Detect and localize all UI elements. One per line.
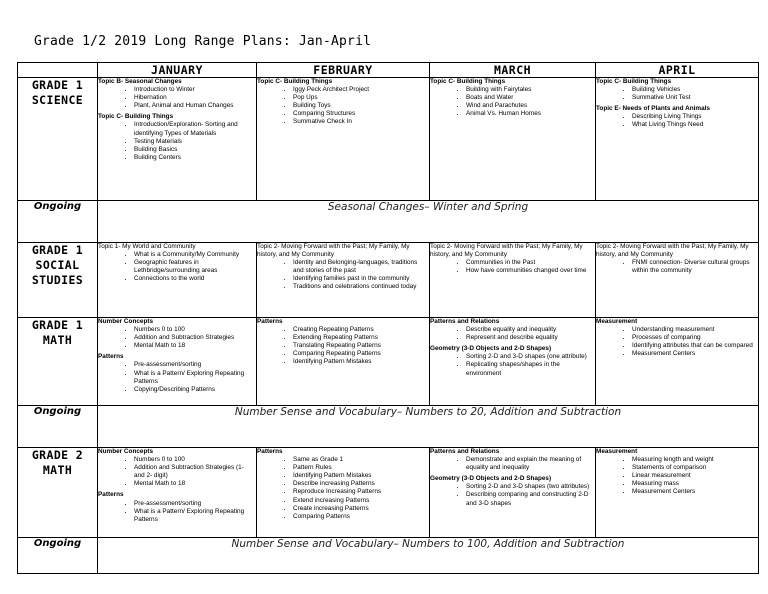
bullet-list (98, 456, 256, 488)
row-label-line: MATH (42, 463, 73, 477)
bullet-list (430, 483, 595, 507)
list-item: • Describing Living Things (632, 113, 758, 121)
list-item: • Describe increasing Patterns (293, 480, 429, 488)
list-item: • Building with Fairytales (466, 86, 595, 94)
list-item: • What is a Pattern/ Exploring Repeating Patterns (134, 508, 256, 524)
topic-heading: Patterns and Relations (430, 318, 500, 325)
list-item: • Numbers 0 to 100 (134, 456, 256, 464)
ongoing-text: Seasonal Changes– Winter and Spring (98, 201, 759, 243)
cell-science-april (596, 78, 759, 201)
ongoing-label: Ongoing (18, 201, 98, 243)
bullet-list (596, 326, 758, 358)
list-item: • Summative Unit Test (632, 94, 758, 102)
list-item: • Comparing Patterns (293, 513, 429, 521)
ongoing-text: Number Sense and Vocabulary– Numbers to 100, Addition and Subtraction (98, 538, 759, 574)
bullet-list (257, 259, 429, 291)
topic-text: Topic 2- Moving Forward with the Past; My Family, My history, and My Community (257, 243, 410, 259)
topic-heading: Patterns and Relations (430, 448, 500, 455)
list-item: • Pre-assessment/sorting (134, 361, 256, 369)
row-ongoing-numbers-100 (18, 538, 759, 574)
list-item: • Communities in the Past (466, 259, 595, 267)
list-item: • What Living Things Need (632, 121, 758, 129)
row-label-grade2-math (18, 448, 98, 538)
bullet-list (430, 326, 595, 342)
list-item: • Describing comparing and constructing 2-D and 3-D shapes (466, 491, 595, 507)
list-item: • Measuring mass (632, 480, 758, 488)
list-item: • Wind and Parachutes (466, 102, 595, 110)
topic-heading: Topic B- Seasonal Changes (98, 78, 182, 85)
cell-math2-april (596, 448, 759, 538)
list-item: • Sorting 2-D and 3-D shapes (one attribute) (466, 353, 595, 361)
cell-science-january (98, 78, 257, 201)
list-item: • What is a Pattern/ Exploring Repeating Patterns (134, 370, 256, 386)
list-item: • Statements of comparison (632, 464, 758, 472)
bullet-list (98, 121, 256, 161)
bullet-list (596, 86, 758, 102)
topic-heading: Geometry (3-D Objects and 2-D Shapes) (430, 475, 552, 483)
cell-social-april (596, 243, 759, 318)
cell-math2-march (430, 448, 596, 538)
list-item: • Connections to the world (134, 275, 256, 283)
bullet-list (257, 326, 429, 366)
list-item: • Pattern Rules (293, 464, 429, 472)
corner-cell (18, 63, 98, 78)
topic-heading: Topic E- Needs of Plants and Animals (596, 105, 710, 113)
row-label-line: GRADE 2 (31, 448, 84, 462)
month-header-january: JANUARY (98, 63, 257, 78)
list-item: • Pre-assessment/sorting (134, 500, 256, 508)
row-grade2-math (18, 448, 759, 538)
bullet-list (98, 251, 256, 283)
topic-heading: Measurement (596, 448, 638, 455)
topic-heading: Geometry (3-D Objects and 2-D Shapes) (430, 345, 552, 353)
row-grade1-social-studies (18, 243, 759, 318)
list-item: • Demonstrate and explain the meaning of equality and inequality (466, 456, 595, 472)
ongoing-label: Ongoing (18, 538, 98, 574)
cell-math1-january (98, 318, 257, 406)
list-item: • Linear measurement (632, 472, 758, 480)
month-header-march: MARCH (430, 63, 596, 78)
list-item: • Replicating shapes/shapes in the environment (466, 361, 595, 377)
row-label-line: SCIENCE (31, 93, 84, 107)
bullet-list (430, 86, 595, 118)
month-header-february: FEBRUARY (257, 63, 430, 78)
cell-math2-january (98, 448, 257, 538)
cell-math2-february (257, 448, 430, 538)
topic-text: Topic 2- Moving Forward with the Past; My Family, My history, and My Community (430, 243, 583, 259)
list-item: • Animal Vs. Human Homes (466, 110, 595, 118)
list-item: • Identity and Belonging-languages, traditions and stories of the past (293, 259, 429, 275)
list-item: • Building Basics (134, 146, 256, 154)
bullet-list (430, 456, 595, 472)
list-item: • Describe equality and inequality (466, 326, 595, 334)
list-item: • Identifying families past in the community (293, 275, 429, 283)
row-label-grade1-math (18, 318, 98, 406)
topic-text: Topic 1- My World and Community (98, 243, 196, 250)
bullet-list (98, 500, 256, 524)
month-header-row (18, 63, 759, 78)
ongoing-text: Number Sense and Vocabulary– Numbers to 20, Addition and Subtraction (98, 406, 759, 448)
list-item: • Create increasing Patterns (293, 505, 429, 513)
ongoing-label: Ongoing (18, 406, 98, 448)
list-item: • Pop Ups (293, 94, 429, 102)
topic-heading: Number Concepts (98, 448, 154, 455)
cell-social-january (98, 243, 257, 318)
bullet-list (596, 259, 758, 275)
bullet-list (98, 86, 256, 110)
list-item: • Understanding measurement (632, 326, 758, 334)
list-item: • Identifying Pattern Mistakes (293, 358, 429, 366)
list-item: • Creating Repeating Patterns (293, 326, 429, 334)
list-item: • Geographic features in Lethbridge/surrounding areas (134, 259, 256, 275)
row-grade1-math (18, 318, 759, 406)
list-item: • Identifying attributes that can be compared (632, 342, 758, 350)
row-label-line: STUDIES (31, 273, 84, 287)
bullet-list (596, 456, 758, 496)
topic-heading: Topic C- Building Things (257, 78, 333, 85)
list-item: • Measurement Centers (632, 488, 758, 496)
list-item: • Introduction/Exploration- Sorting and identifying Types of Materials (134, 121, 256, 137)
row-label-grade1-science (18, 78, 98, 201)
long-range-plan-table (17, 62, 759, 574)
list-item: • How have communities changed over time (466, 267, 595, 275)
list-item: • Addition and Subtraction Strategies (1- and 2- digit) (134, 464, 256, 480)
row-ongoing-seasonal (18, 201, 759, 243)
list-item: • Mental Math to 18 (134, 480, 256, 488)
cell-social-february (257, 243, 430, 318)
bullet-list (257, 456, 429, 521)
list-item: • Building Toys (293, 102, 429, 110)
bullet-list (596, 113, 758, 129)
list-item: • Processes of comparing (632, 334, 758, 342)
topic-heading: Measurement (596, 318, 638, 325)
list-item: • Traditions and celebrations continued today (293, 283, 429, 291)
bullet-list (98, 326, 256, 350)
list-item: • Measuring length and weight (632, 456, 758, 464)
list-item: • Extend increasing Patterns (293, 497, 429, 505)
row-grade1-science (18, 78, 759, 201)
topic-heading: Topic C- Building Things (98, 113, 174, 121)
bullet-list (430, 353, 595, 377)
topic-heading: Patterns (257, 318, 283, 325)
topic-heading: Patterns (98, 353, 124, 361)
cell-math1-march (430, 318, 596, 406)
list-item: • FNMI connection- Diverse cultural groups within the community (632, 259, 758, 275)
list-item: • Copying/Describing Patterns (134, 386, 256, 394)
row-label-line: GRADE 1 (31, 243, 84, 257)
list-item: • Building Vehicles (632, 86, 758, 94)
list-item: • Building Centers (134, 154, 256, 162)
cell-science-march (430, 78, 596, 201)
row-label-line: MATH (42, 333, 73, 347)
list-item: • Mental Math to 18 (134, 342, 256, 350)
list-item: • Translating Repeating Patterns (293, 342, 429, 350)
list-item: • Summative Check In (293, 118, 429, 126)
list-item: • What is a Community/My Community (134, 251, 256, 259)
bullet-list (430, 259, 595, 275)
document-title: Grade 1/2 2019 Long Range Plans: Jan-April (34, 34, 372, 49)
row-label-line: SOCIAL (35, 258, 80, 272)
row-label-line: GRADE 1 (31, 78, 84, 92)
topic-heading: Patterns (257, 448, 283, 455)
list-item: • Same as Grade 1 (293, 456, 429, 464)
cell-math1-february (257, 318, 430, 406)
cell-social-march (430, 243, 596, 318)
list-item: • Introduction to Winter (134, 86, 256, 94)
topic-text: Topic 2- Moving Forward with the Past; My Family, My history, and My Community (596, 243, 749, 259)
list-item: • Reproduce Increasing Patterns (293, 488, 429, 496)
row-label-grade1-social-studies (18, 243, 98, 318)
list-item: • Iggy Peck Architect Project (293, 86, 429, 94)
topic-heading: Patterns (98, 491, 124, 499)
list-item: • Addition and Subtraction Strategies (134, 334, 256, 342)
cell-science-february (257, 78, 430, 201)
list-item: • Hibernation (134, 94, 256, 102)
list-item: • Represent and describe equality (466, 334, 595, 342)
list-item: • Numbers 0 to 100 (134, 326, 256, 334)
list-item: • Testing Materials (134, 138, 256, 146)
list-item: • Measurement Centers (632, 350, 758, 358)
list-item: • Sorting 2-D and 3-D shapes (two attributes) (466, 483, 595, 491)
bullet-list (257, 86, 429, 126)
topic-heading: Number Concepts (98, 318, 154, 325)
bullet-list (98, 361, 256, 393)
list-item: • Plant, Animal and Human Changes (134, 102, 256, 110)
month-header-april: APRIL (596, 63, 759, 78)
topic-heading: Topic C- Building Things (430, 78, 506, 85)
list-item: • Comparing Repeating Patterns (293, 350, 429, 358)
row-label-line: GRADE 1 (31, 318, 84, 332)
list-item: • Boats and Water (466, 94, 595, 102)
list-item: • Identifying Pattern Mistakes (293, 472, 429, 480)
cell-math1-april (596, 318, 759, 406)
row-ongoing-numbers-20 (18, 406, 759, 448)
list-item: • Extending Repeating Patterns (293, 334, 429, 342)
list-item: • Comparing Structures (293, 110, 429, 118)
topic-heading: Topic C- Building Things (596, 78, 672, 85)
